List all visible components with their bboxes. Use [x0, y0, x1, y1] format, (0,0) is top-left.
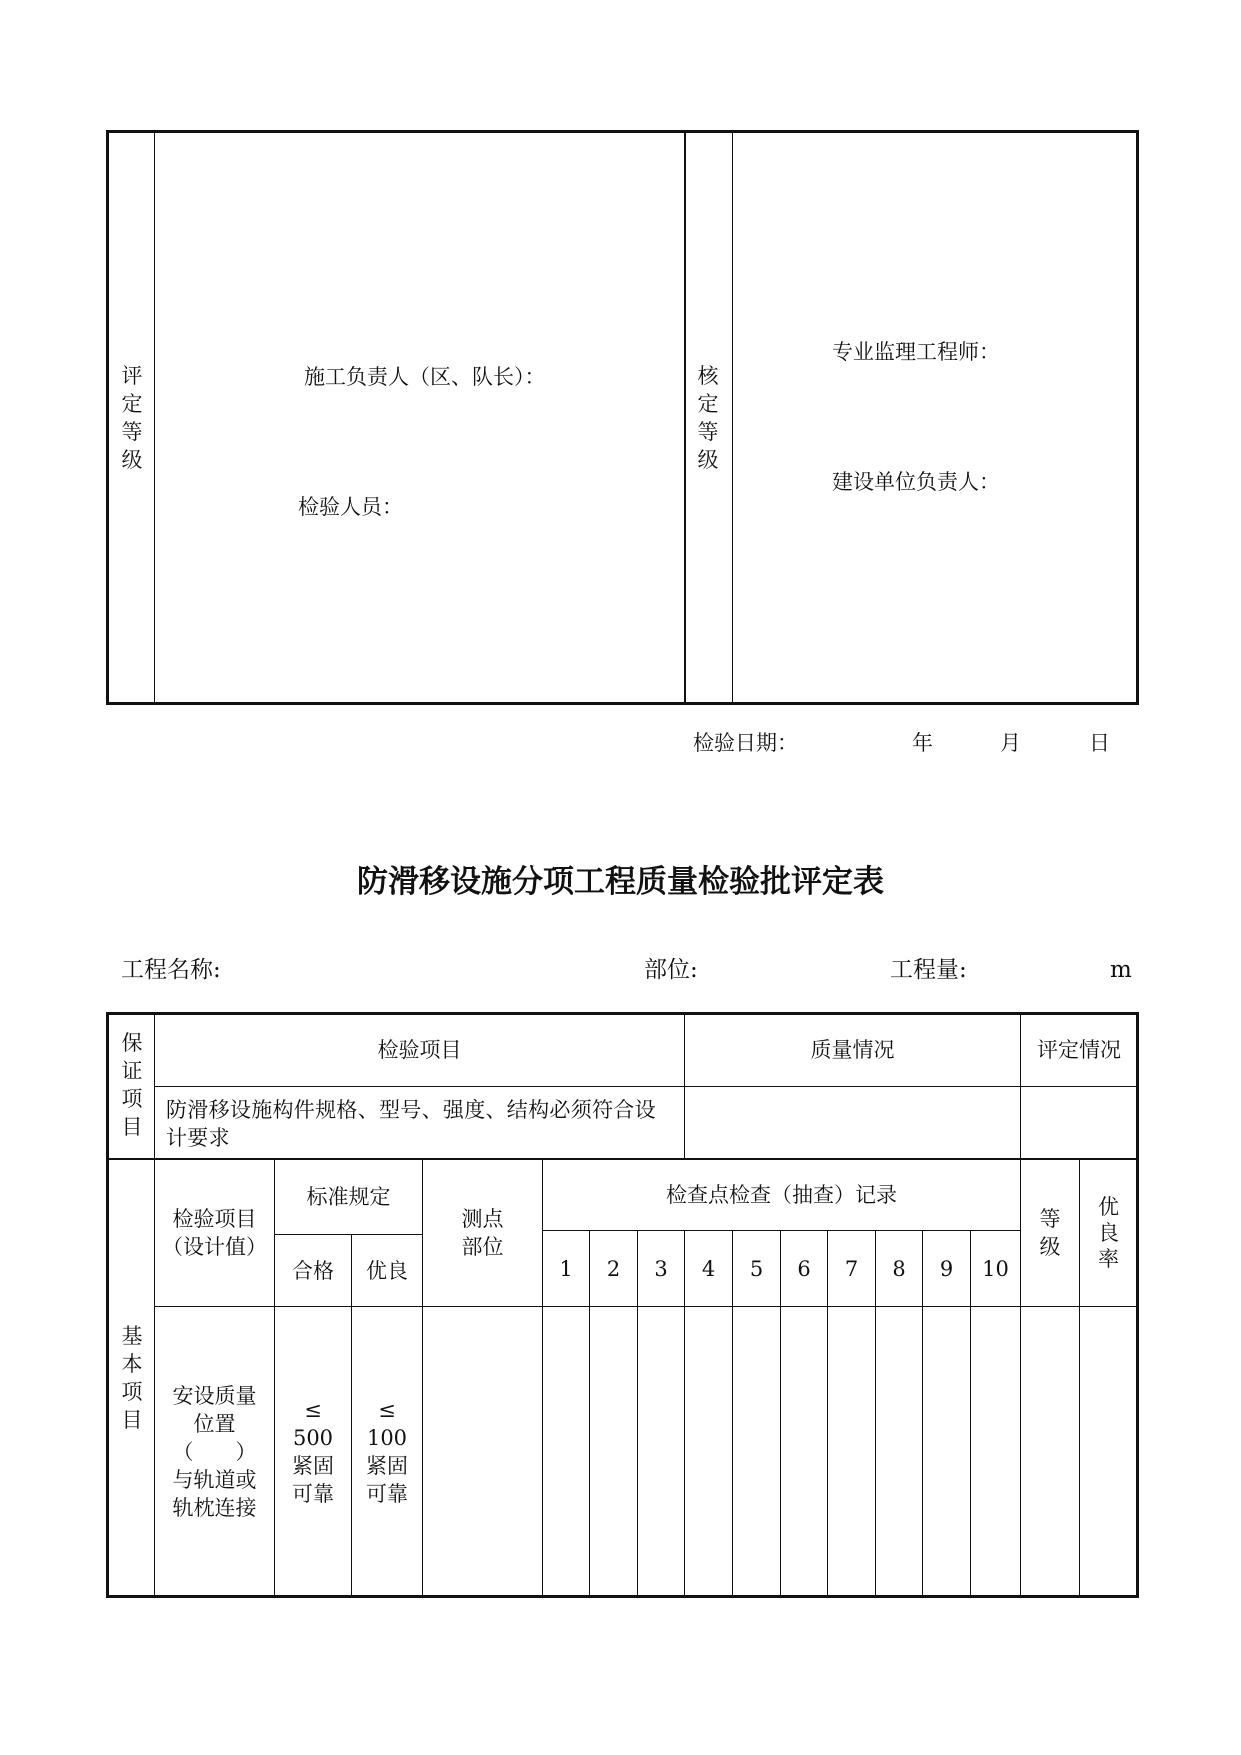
row-item-line: 轨枕连接: [172, 1496, 257, 1520]
quantity-label: 工程量:: [890, 957, 967, 983]
row-item-line: 安设质量: [172, 1384, 257, 1408]
point-number: 7: [844, 1256, 859, 1281]
row-qualified-line: 可靠: [292, 1482, 334, 1506]
inspection-date-label: 检验日期：: [693, 731, 798, 755]
evaluation-status-header: 评定情况: [1037, 1038, 1121, 1062]
point-number: 8: [892, 1256, 906, 1281]
guarantee-requirement-text: 防滑移设施构件规格、型号、强度、结构必须符合设计要求: [166, 1098, 656, 1150]
page-title: 防滑移设施分项工程质量检验批评定表: [357, 864, 884, 900]
item-header-line: （设计值）: [162, 1235, 267, 1259]
basic-items-label: 基 本 项 目: [121, 1324, 143, 1432]
grade-char: 级: [1039, 1235, 1061, 1259]
row-item-installation-quality: [155, 1307, 274, 1597]
row-item-line: 位置: [193, 1412, 236, 1436]
row-qualified-line: ≤: [304, 1398, 322, 1422]
row-excellent-line: ≤: [378, 1398, 396, 1422]
excellent-rate-char: 良: [1098, 1221, 1119, 1245]
owner-lead-label: 建设单位负责人：: [832, 470, 1000, 494]
top-table-divider: [732, 130, 733, 705]
row-item-line: （ ）: [172, 1440, 257, 1464]
row-excellent-line: 紧固: [366, 1454, 408, 1478]
point-number: 9: [939, 1256, 954, 1281]
quality-status-header: 质量情况: [810, 1038, 895, 1062]
point-number: 6: [797, 1256, 811, 1281]
standard-header: 标准规定: [306, 1185, 391, 1209]
measure-point-line: 部位: [461, 1235, 504, 1259]
point-number: 2: [606, 1256, 621, 1281]
row-qualified-line: 500: [292, 1426, 334, 1450]
top-table-divider: [684, 130, 686, 705]
record-header: 检查点检查（抽查）记录: [666, 1183, 897, 1207]
point-number: 10: [982, 1256, 1009, 1281]
inspection-item-header: 检验项目: [377, 1038, 462, 1062]
table-rule: [154, 1086, 1138, 1087]
row-item-line: 与轨道或: [172, 1468, 257, 1492]
construction-lead-label: 施工负责人（区、队长）：: [304, 365, 546, 389]
item-header-line: 检验项目: [172, 1207, 257, 1231]
excellent-header: 优良: [366, 1258, 408, 1283]
row-excellent-line: 100: [366, 1426, 408, 1450]
grade-header: [1021, 1160, 1079, 1306]
date-month: 月: [1000, 731, 1021, 755]
excellent-rate-char: 率: [1098, 1247, 1119, 1271]
point-number: 1: [559, 1256, 573, 1281]
row-qualified-line: 紧固: [292, 1454, 334, 1478]
point-number: 4: [701, 1256, 716, 1281]
excellent-rate-header: [1080, 1160, 1137, 1306]
top-evaluation-table: [106, 130, 1139, 705]
measure-point-header: [423, 1160, 542, 1306]
guarantee-items-label: 保 证 项 目: [121, 1031, 143, 1139]
item-design-value-header: [155, 1160, 274, 1306]
point-number: 5: [749, 1256, 764, 1281]
date-day: 日: [1089, 731, 1110, 755]
quantity-unit: m: [1110, 957, 1132, 983]
inspector-label: 检验人员：: [298, 495, 403, 519]
row-excellent-standard: [352, 1307, 422, 1597]
evaluation-grade-label: 评 定 等 级: [121, 364, 143, 472]
qualified-header: 合格: [292, 1258, 334, 1283]
top-table-divider: [154, 130, 155, 705]
verified-grade-label: 核 定 等 级: [697, 364, 719, 472]
location-label: 部位:: [644, 957, 698, 983]
date-year: 年: [912, 731, 933, 755]
supervisor-label: 专业监理工程师：: [832, 340, 1000, 364]
point-number: 3: [654, 1256, 668, 1281]
project-name-label: 工程名称:: [121, 957, 221, 983]
grade-char: 等: [1039, 1207, 1061, 1231]
excellent-rate-char: 优: [1098, 1195, 1119, 1219]
row-excellent-line: 可靠: [366, 1482, 408, 1506]
row-qualified-standard: [275, 1307, 351, 1597]
measure-point-line: 测点: [461, 1207, 504, 1231]
